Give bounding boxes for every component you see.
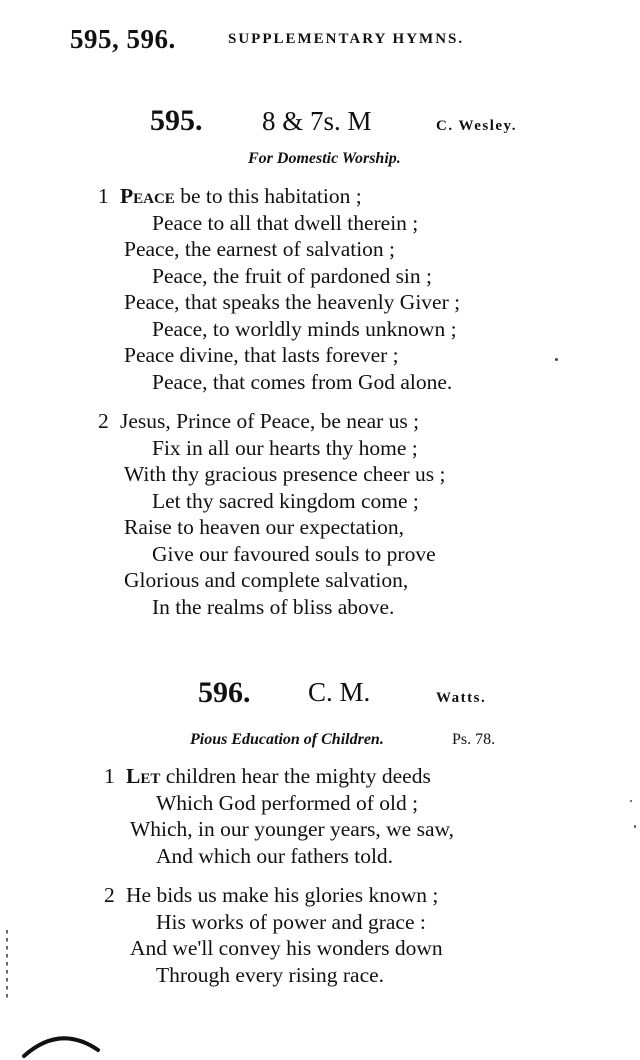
hymn-595-subtitle: For Domestic Worship. (248, 150, 401, 167)
verse-line: Peace, to worldly minds unknown ; (152, 316, 457, 341)
hymn-595-number: 595. (150, 104, 203, 137)
scan-speck (630, 800, 632, 802)
verse-lead-word: Let (126, 764, 161, 788)
verse-line-text: He bids us make his glories known ; (126, 883, 439, 907)
verse-line: Peace, that comes from God alone. (152, 369, 453, 394)
verse-line: In the realms of bliss above. (152, 594, 395, 619)
verse-line: Peace, the fruit of pardoned sin ; (152, 263, 433, 288)
hymn-595-author: C. Wesley. (436, 118, 517, 134)
verse-line: Through every rising race. (156, 962, 385, 987)
verse-line: Peace, that speaks the heavenly Giver ; (124, 290, 461, 314)
verse-line: And which our fathers told. (156, 843, 394, 868)
verse-number: 2 (98, 409, 109, 433)
bottom-arc-mark (22, 1020, 102, 1060)
verse-line-text: children hear the mighty deeds (160, 764, 431, 788)
verse-line: Peace, the earnest of salvation ; (124, 237, 396, 261)
verse-line (98, 408, 419, 435)
running-head-title: SUPPLEMENTARY HYMNS. (228, 31, 465, 47)
verse-line: Peace divine, that lasts forever ; (124, 343, 399, 367)
hymn-596-meter: C. M. (308, 677, 371, 707)
verse-line: Give our favoured souls to prove (152, 541, 436, 566)
verse-number: 2 (104, 883, 115, 907)
verse-lead-word: Peace (120, 184, 175, 208)
hymn-596-psalm-reference: Ps. 78. (452, 731, 496, 748)
verse-line: Which, in our younger years, we saw, (130, 817, 454, 841)
verse-line: Raise to heaven our expectation, (124, 515, 404, 539)
verse-number: 1 (104, 764, 115, 788)
scan-speck (555, 358, 558, 361)
verse-line (104, 882, 438, 909)
scan-speck (634, 825, 636, 828)
verse-line: Which God performed of old ; (156, 790, 419, 815)
margin-rule-mark (6, 930, 8, 1000)
hymn-596-subtitle: Pious Education of Children. (190, 731, 384, 748)
verse-line: With thy gracious presence cheer us ; (124, 462, 446, 486)
verse-line: His works of power and grace : (156, 909, 426, 934)
verse-line-text: Jesus, Prince of Peace, be near us ; (120, 409, 420, 433)
verse-line: Fix in all our hearts thy home ; (152, 435, 418, 460)
verse-line: Peace to all that dwell therein ; (152, 210, 419, 235)
verse-line (104, 763, 431, 790)
running-head-hymn-numbers: 595, 596. (70, 24, 176, 54)
verse-line-text: be to this habitation ; (174, 184, 362, 208)
verse-line (98, 183, 362, 210)
verse-line: And we'll convey his wonders down (130, 936, 443, 960)
verse-number: 1 (98, 184, 109, 208)
hymn-596-author: Watts. (436, 690, 487, 706)
verse-line: Let thy sacred kingdom come ; (152, 488, 419, 513)
hymn-595-meter: 8 & 7s. M (262, 106, 372, 136)
hymn-596-number: 596. (198, 676, 251, 709)
verse-line: Glorious and complete salvation, (124, 568, 409, 592)
